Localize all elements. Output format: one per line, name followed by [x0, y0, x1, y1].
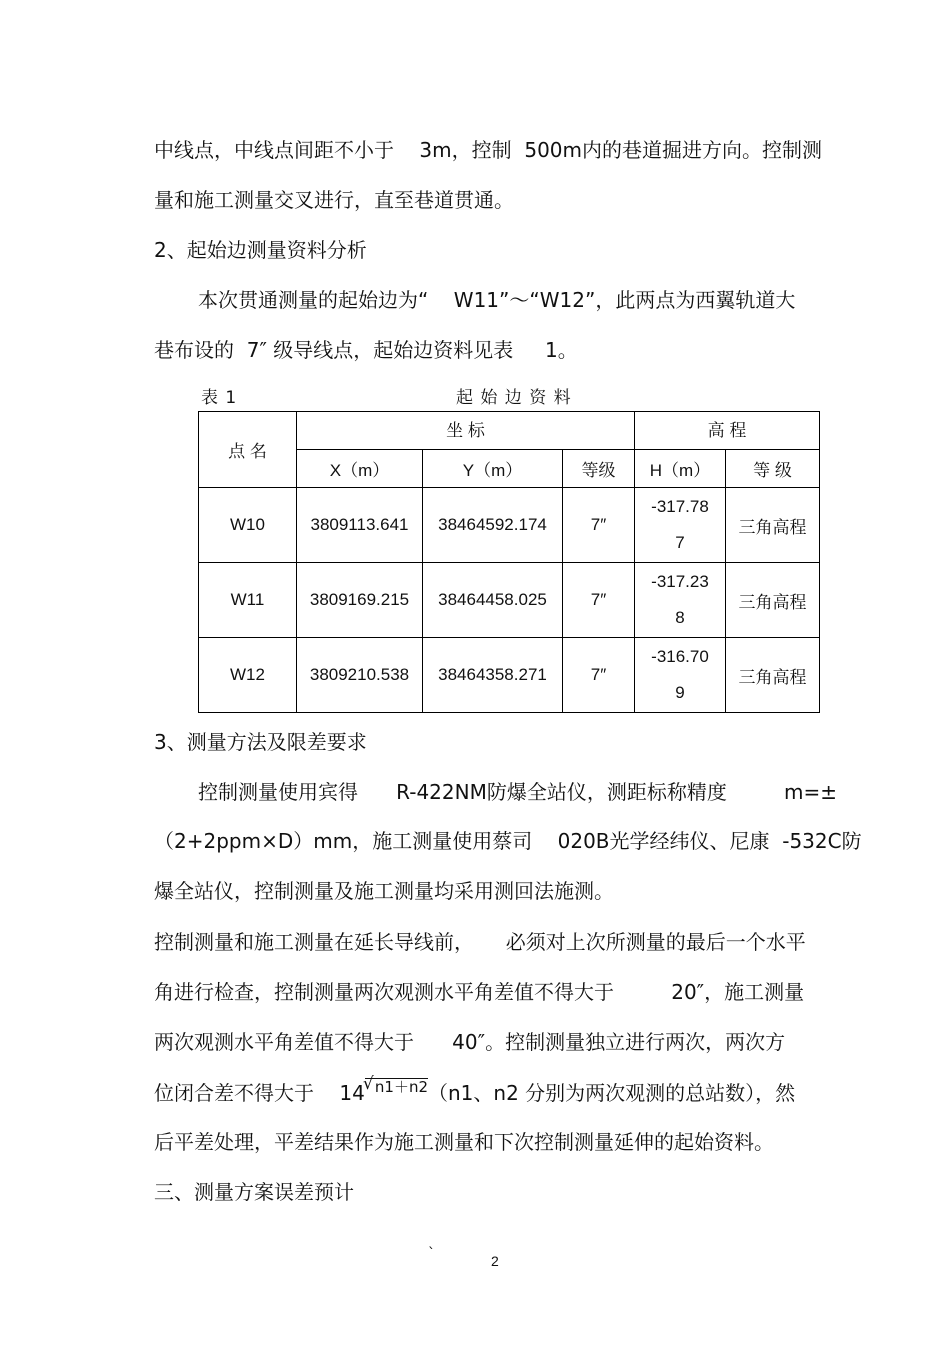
section-three-heading: 三、测量方案误差预计 — [154, 1180, 354, 1204]
table-label: 表 1 — [201, 388, 238, 408]
section2-line2: 巷布设的 7″ 级导线点，起始边资料见表 1。 — [154, 338, 578, 362]
table-title: 起 始 边 资 料 — [456, 388, 572, 408]
cell-h-grade: 三角高程 — [726, 563, 820, 638]
header-x: X（m） — [297, 450, 423, 488]
table-row — [199, 563, 820, 638]
cell-h-part1: -316.70 — [651, 647, 709, 666]
cell-h-part2: 9 — [675, 683, 685, 702]
table-row — [199, 488, 820, 563]
cell-grade: 7″ — [563, 488, 635, 563]
line7-pre: 位闭合差不得大于 14 — [154, 1081, 365, 1105]
cell-name: W12 — [199, 638, 297, 713]
header-h-grade: 等 级 — [726, 450, 820, 488]
cell-y: 38464358.271 — [423, 638, 563, 713]
cell-x: 3809113.641 — [297, 488, 423, 563]
header-point-name: 点 名 — [199, 412, 297, 488]
header-coordinates: 坐 标 — [297, 412, 635, 450]
header-grade: 等级 — [563, 450, 635, 488]
cell-y: 38464458.025 — [423, 563, 563, 638]
section2-line1: 本次贯通测量的起始边为“ W11”～“W12”，此两点为西翼轨道大 — [198, 288, 796, 312]
section3-line7 — [154, 1078, 796, 1105]
cell-y: 38464592.174 — [423, 488, 563, 563]
section2-heading: 2、起始边测量资料分析 — [154, 238, 367, 262]
cell-x: 3809210.538 — [297, 638, 423, 713]
cell-grade: 7″ — [563, 563, 635, 638]
sqrt-formula: √ n1＋n2 — [365, 1078, 428, 1095]
section3-heading: 3、测量方法及限差要求 — [154, 730, 367, 754]
para1-line1: 中线点，中线点间距不小于 3m，控制 500m内的巷道掘进方向。控制测 — [154, 138, 823, 162]
header-elevation: 高 程 — [635, 412, 820, 450]
cell-h-grade: 三角高程 — [726, 488, 820, 563]
header-h: H（m） — [635, 450, 726, 488]
section3-line3: 爆全站仪，控制测量及施工测量均采用测回法施测。 — [154, 879, 614, 903]
section3-line5: 角进行检查，控制测量两次观测水平角差值不得大于 20″，施工测量 — [154, 980, 805, 1004]
cell-x: 3809169.215 — [297, 563, 423, 638]
line7-post: （n1、n2 分别为两次观测的总站数），然 — [428, 1081, 796, 1105]
section3-line4: 控制测量和施工测量在延长导线前， 必须对上次所测量的最后一个水平 — [154, 930, 806, 954]
section3-line1: 控制测量使用宾得 R-422NM防爆全站仪，测距标称精度 m=± — [198, 780, 838, 804]
footer-mark: ` — [428, 1246, 435, 1262]
cell-h-part2: 7 — [675, 533, 685, 552]
cell-h-grade: 三角高程 — [726, 638, 820, 713]
cell-h-part1: -317.23 — [651, 572, 709, 591]
section3-line2: （2+2ppm×D）mm，施工测量使用蔡司 020B光学经纬仪、尼康 -532C防 — [154, 829, 862, 853]
section3-line6: 两次观测水平角差值不得大于 40″。控制测量独立进行两次，两次方 — [154, 1030, 786, 1054]
section3-line8: 后平差处理，平差结果作为施工测量和下次控制测量延伸的起始资料。 — [154, 1130, 774, 1154]
cell-h — [635, 488, 726, 563]
cell-grade: 7″ — [563, 638, 635, 713]
cell-h — [635, 638, 726, 713]
start-edge-table — [198, 411, 820, 713]
cell-h-part2: 8 — [675, 608, 685, 627]
para1-line2: 量和施工测量交叉进行，直至巷道贯通。 — [154, 188, 514, 212]
page-number: 2 — [491, 1253, 499, 1269]
cell-h — [635, 563, 726, 638]
cell-name: W10 — [199, 488, 297, 563]
cell-h-part1: -317.78 — [651, 497, 709, 516]
table-row — [199, 638, 820, 713]
cell-name: W11 — [199, 563, 297, 638]
header-y: Y（m） — [423, 450, 563, 488]
